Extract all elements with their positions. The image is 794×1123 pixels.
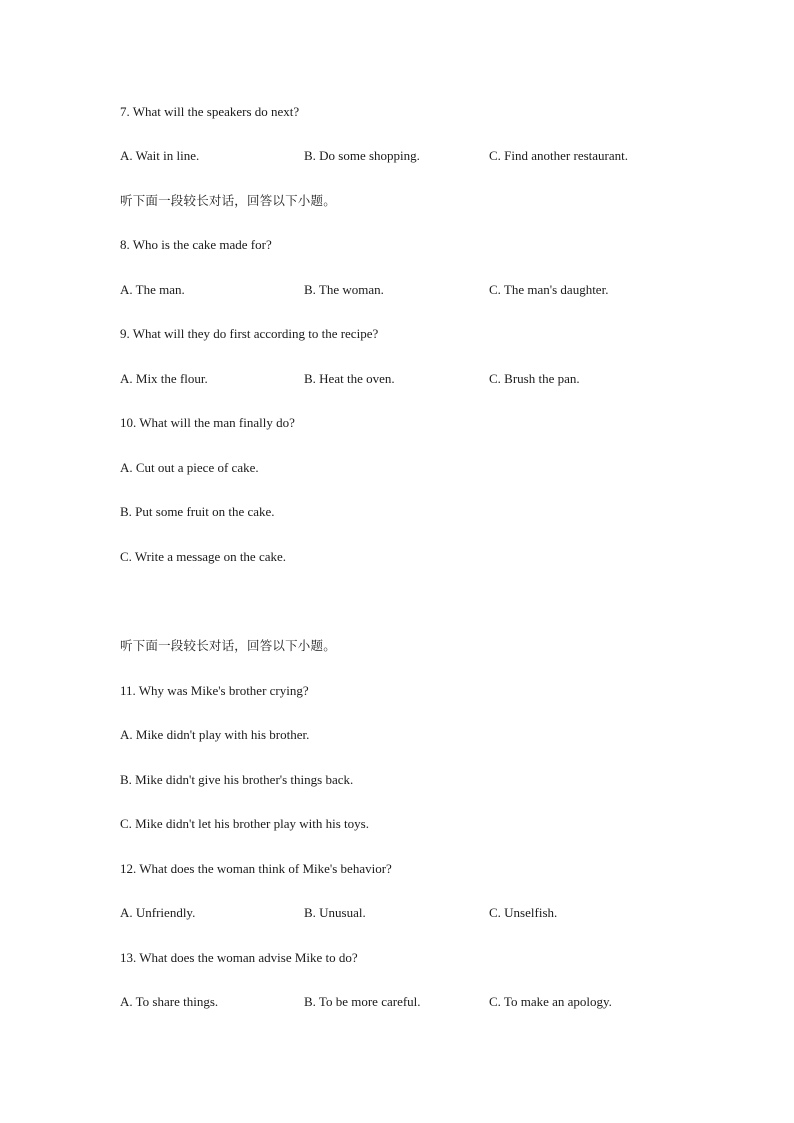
question-13-option-a: A. To share things. — [120, 994, 219, 1009]
question-9-option-b: B. Heat the oven. — [304, 371, 395, 386]
question-13-option-c: C. To make an apology. — [489, 994, 612, 1009]
question-11-option-b: B. Mike didn't give his brother's things back. — [120, 772, 354, 787]
question-12-option-c: C. Unselfish. — [489, 905, 558, 920]
section-instruction: 听下面一段较长对话，回答以下小题。 — [120, 638, 336, 653]
question-10-option-b: B. Put some fruit on the cake. — [120, 504, 275, 519]
question-7-option-a: A. Wait in line. — [120, 148, 200, 163]
question-7-option-b: B. Do some shopping. — [304, 148, 420, 163]
question-10-option-c: C. Write a message on the cake. — [120, 549, 287, 564]
question-11-stem: 11. Why was Mike's brother crying? — [120, 683, 309, 698]
question-9-stem: 9. What will they do first according to the recipe? — [120, 326, 379, 341]
question-12-option-b: B. Unusual. — [304, 905, 366, 920]
question-9-option-a: A. Mix the flour. — [120, 371, 208, 386]
question-12-stem: 12. What does the woman think of Mike's behavior? — [120, 861, 392, 876]
question-10-option-a: A. Cut out a piece of cake. — [120, 460, 259, 475]
question-8-option-b: B. The woman. — [304, 282, 384, 297]
question-8-option-c: C. The man's daughter. — [489, 282, 609, 297]
question-7-stem: 7. What will the speakers do next? — [120, 104, 300, 119]
question-13-option-b: B. To be more careful. — [304, 994, 421, 1009]
question-10-stem: 10. What will the man finally do? — [120, 415, 295, 430]
section-instruction: 听下面一段较长对话，回答以下小题。 — [120, 193, 336, 208]
question-13-stem: 13. What does the woman advise Mike to do? — [120, 950, 358, 965]
question-8-stem: 8. Who is the cake made for? — [120, 237, 272, 252]
question-7-option-c: C. Find another restaurant. — [489, 148, 628, 163]
question-12-option-a: A. Unfriendly. — [120, 905, 196, 920]
question-8-option-a: A. The man. — [120, 282, 185, 297]
question-11-option-a: A. Mike didn't play with his brother. — [120, 727, 310, 742]
question-9-option-c: C. Brush the pan. — [489, 371, 580, 386]
question-11-option-c: C. Mike didn't let his brother play with his toys. — [120, 816, 369, 831]
